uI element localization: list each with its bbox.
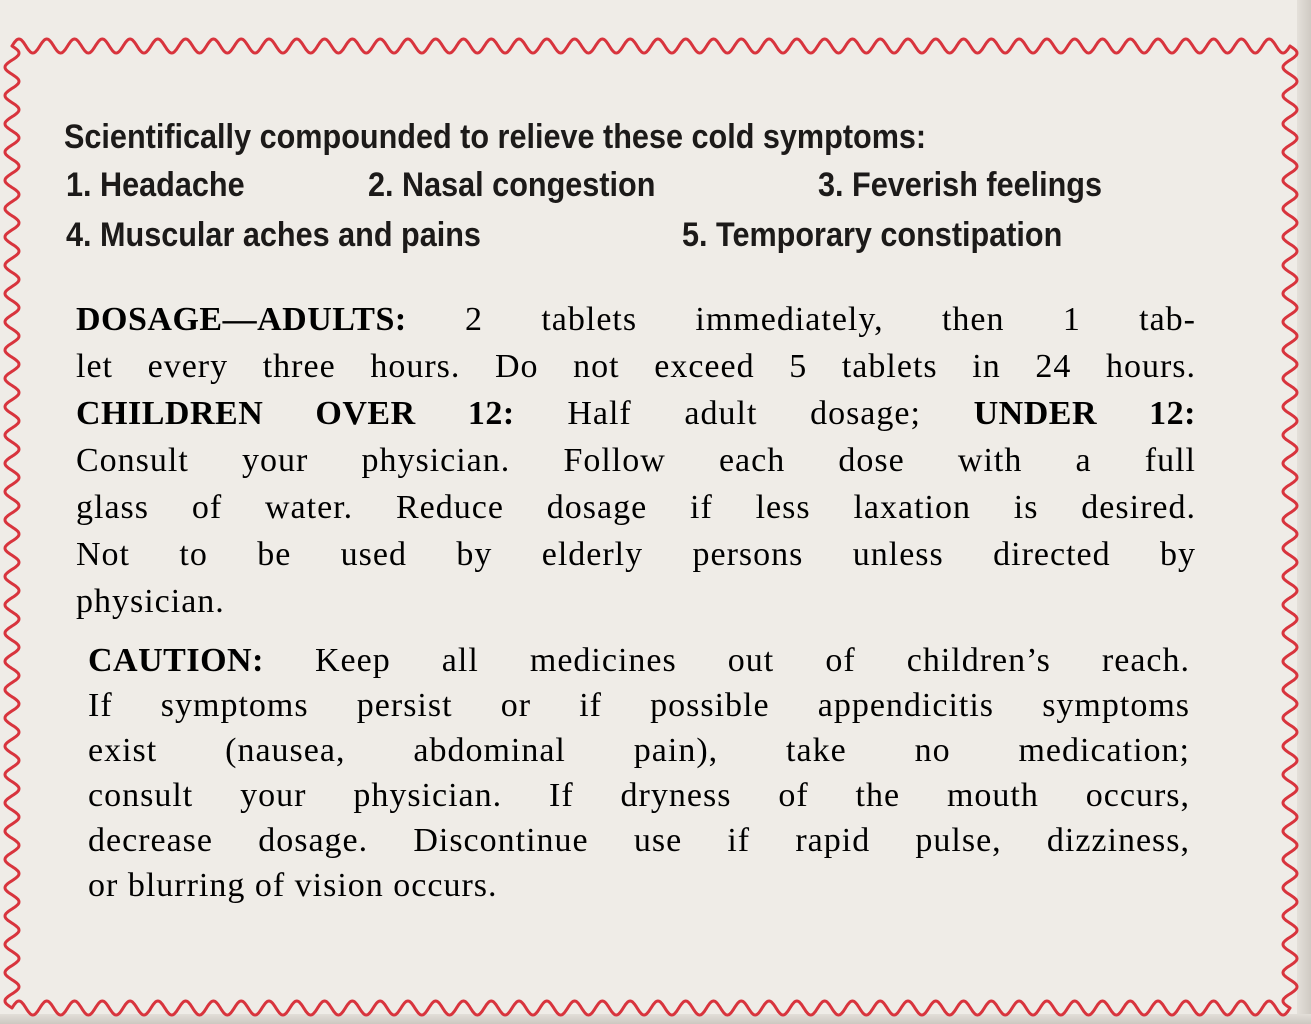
dosage-line — [76, 390, 1196, 437]
dosage-line — [76, 343, 1196, 390]
caution-text: consult your physician. If dryness of the mouth occurs, — [88, 777, 1190, 814]
dosage-line — [76, 578, 1196, 625]
symptom-item-nasal-congestion: 2. Nasal congestion — [368, 166, 656, 204]
caution-line — [88, 863, 1190, 908]
caution-paragraph — [88, 638, 1190, 908]
dosage-text: Consult your physician. Follow each dose with a full — [76, 442, 1196, 479]
symptoms-intro: Scientifically compounded to relieve these cold symptoms: — [64, 118, 927, 156]
caution-text: exist (nausea, abdominal pain), take no medication; — [88, 732, 1190, 769]
dosage-text: glass of water. Reduce dosage if less laxation is desired. — [76, 489, 1196, 526]
dosage-text: physician. — [76, 583, 225, 620]
caution-text: or blurring of vision occurs. — [88, 867, 498, 904]
caution-line — [88, 818, 1190, 863]
dosage-under-12-label: UNDER 12: — [973, 395, 1196, 432]
dosage-line — [76, 484, 1196, 531]
symptom-item-temporary-constipation: 5. Temporary constipation — [682, 216, 1063, 254]
dosage-adults-limit: let every three hours. Do not exceed 5 tablets in 24 hours. — [76, 348, 1196, 385]
symptom-item-headache: 1. Headache — [66, 166, 245, 204]
symptom-item-feverish-feelings: 3. Feverish feelings — [818, 166, 1103, 204]
dosage-text: Not to be used by elderly persons unless directed by — [76, 536, 1196, 573]
dosage-line — [76, 437, 1196, 484]
caution-label: CAUTION: — [88, 642, 264, 679]
caution-text: decrease dosage. Discontinue use if rapid pulse, dizziness, — [88, 822, 1190, 859]
dosage-adults-text: 2 tablets immediately, then 1 tab- — [406, 301, 1196, 338]
dosage-line — [76, 531, 1196, 578]
dosage-adults-label: DOSAGE—ADULTS: — [76, 301, 407, 338]
dosage-paragraph — [76, 296, 1196, 625]
caution-line — [88, 728, 1190, 773]
symptom-item-muscular-aches: 4. Muscular aches and pains — [66, 216, 481, 254]
caution-line — [88, 773, 1190, 818]
caution-text: If symptoms persist or if possible appendicitis symptoms — [88, 687, 1190, 724]
dosage-children-label: CHILDREN OVER 12: — [76, 395, 515, 432]
caution-line — [88, 638, 1190, 683]
dosage-line — [76, 296, 1196, 343]
caution-text: Keep all medicines out of children’s reach. — [263, 642, 1190, 679]
dosage-children-text: Half adult dosage; — [514, 395, 974, 432]
caution-line — [88, 683, 1190, 728]
